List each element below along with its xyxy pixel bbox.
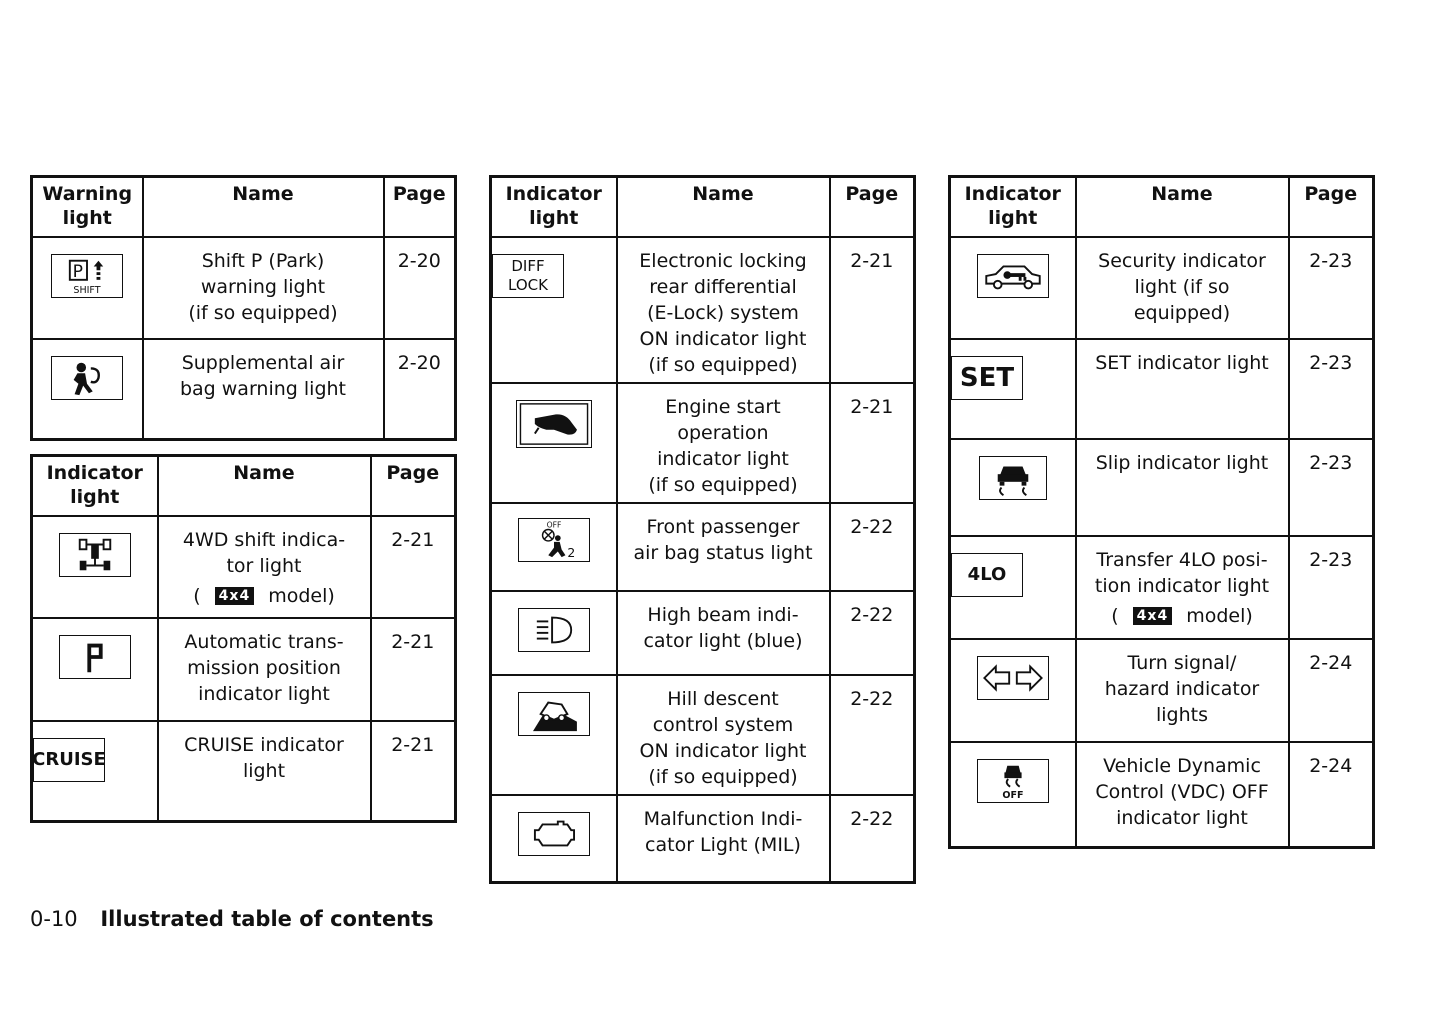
table-row (32, 721, 456, 822)
header-page: Page (830, 177, 915, 237)
engine-malfunction-icon (518, 812, 590, 856)
4x4-badge: 4x4 (1133, 607, 1173, 625)
row-name: Turn signal/ hazard indicator lights (1076, 639, 1289, 742)
header-page: Page (1289, 177, 1374, 237)
row-page: 2-22 (830, 591, 915, 675)
4wd-shift-icon (59, 533, 131, 577)
row-page: 2-24 (1289, 639, 1374, 742)
indicator-light-table-middle (489, 175, 916, 884)
airbag-icon (51, 356, 123, 400)
svg-text:2: 2 (567, 544, 576, 560)
row-name: Security indicator light (if so equipped) (1076, 237, 1289, 339)
4lo-icon: 4LO (951, 553, 1023, 597)
header-name: Name (143, 177, 384, 237)
table-row (950, 439, 1374, 536)
warning-light-table (30, 175, 457, 441)
table-row (32, 516, 456, 618)
slip-icon (979, 456, 1047, 500)
row-page: 2-21 (371, 721, 456, 822)
header-name: Name (1076, 177, 1289, 237)
row-page: 2-20 (384, 237, 456, 339)
header-warning-light: Warning light (32, 177, 143, 237)
table-row (491, 383, 915, 503)
row-name: Electronic locking rear differential (E-Lock) system ON indicator light (if so equipped) (617, 237, 830, 383)
row-page: 2-23 (1289, 439, 1374, 536)
table-row (32, 339, 456, 440)
row-name: Malfunction Indi- cator Light (MIL) (617, 795, 830, 883)
table-row (491, 591, 915, 675)
engine-start-icon (516, 400, 592, 448)
header-indicator-light: Indicator light (950, 177, 1076, 237)
table-row (491, 675, 915, 795)
row-name: SET indicator light (1076, 339, 1289, 439)
row-name: Front passenger air bag status light (617, 503, 830, 591)
header-indicator-light: Indicator light (491, 177, 617, 237)
p-position-icon (59, 635, 131, 679)
row-page: 2-22 (830, 795, 915, 883)
cruise-icon: CRUISE (33, 738, 105, 782)
svg-text:OFF: OFF (546, 520, 562, 530)
table-row (491, 237, 915, 383)
row-name: Hill descent control system ON indicator light (if so equipped) (617, 675, 830, 795)
security-icon (977, 254, 1049, 298)
header-name: Name (617, 177, 830, 237)
high-beam-icon (518, 608, 590, 652)
table-row (491, 795, 915, 883)
shift-p-icon (51, 254, 123, 298)
header-page: Page (384, 177, 456, 237)
header-page: Page (371, 456, 456, 516)
diff-lock-icon: DIFF LOCK (492, 254, 564, 298)
row-name: Engine start operation indicator light (if so equipped) (617, 383, 830, 503)
header-indicator-light: Indicator light (32, 456, 158, 516)
row-name: Vehicle Dynamic Control (VDC) OFF indicator light (1076, 742, 1289, 848)
row-name: Slip indicator light (1076, 439, 1289, 536)
table-row (950, 742, 1374, 848)
row-page: 2-23 (1289, 339, 1374, 439)
row-page: 2-22 (830, 503, 915, 591)
row-name: Shift P (Park) warning light (if so equipped) (143, 237, 384, 339)
section-title: Illustrated table of contents (100, 907, 434, 931)
row-name: 4WD shift indica- tor light ( 4x4 model) (158, 516, 371, 618)
set-icon: SET (951, 356, 1023, 400)
row-page: 2-21 (371, 516, 456, 618)
page-footer (30, 907, 434, 931)
header-name: Name (158, 456, 371, 516)
table-row (950, 536, 1374, 639)
svg-text:SHIFT: SHIFT (73, 284, 101, 296)
row-name: Automatic trans- mission position indicator light (158, 618, 371, 721)
indicator-light-table-left (30, 454, 457, 823)
table-row (32, 237, 456, 339)
passenger-airbag-off-icon (518, 518, 590, 562)
row-page: 2-21 (830, 237, 915, 383)
table-row (491, 503, 915, 591)
4x4-badge: 4x4 (215, 587, 255, 605)
indicator-light-table-right (948, 175, 1375, 849)
row-page: 2-23 (1289, 237, 1374, 339)
page-number: 0-10 (30, 907, 78, 931)
table-row (950, 339, 1374, 439)
table-row (950, 639, 1374, 742)
turn-signal-icon (977, 656, 1049, 700)
row-page: 2-21 (371, 618, 456, 721)
hill-descent-icon (518, 692, 590, 736)
svg-text:P: P (72, 261, 84, 282)
svg-text:OFF: OFF (1002, 789, 1024, 801)
row-page: 2-23 (1289, 536, 1374, 639)
row-name: High beam indi- cator light (blue) (617, 591, 830, 675)
row-page: 2-20 (384, 339, 456, 440)
row-page: 2-22 (830, 675, 915, 795)
row-page: 2-21 (830, 383, 915, 503)
row-name: Transfer 4LO posi- tion indicator light ( 4x4 model) (1076, 536, 1289, 639)
vdc-off-icon (977, 759, 1049, 803)
table-row (32, 618, 456, 721)
table-row (950, 237, 1374, 339)
row-name: Supplemental air bag warning light (143, 339, 384, 440)
row-name: CRUISE indicator light (158, 721, 371, 822)
row-page: 2-24 (1289, 742, 1374, 848)
